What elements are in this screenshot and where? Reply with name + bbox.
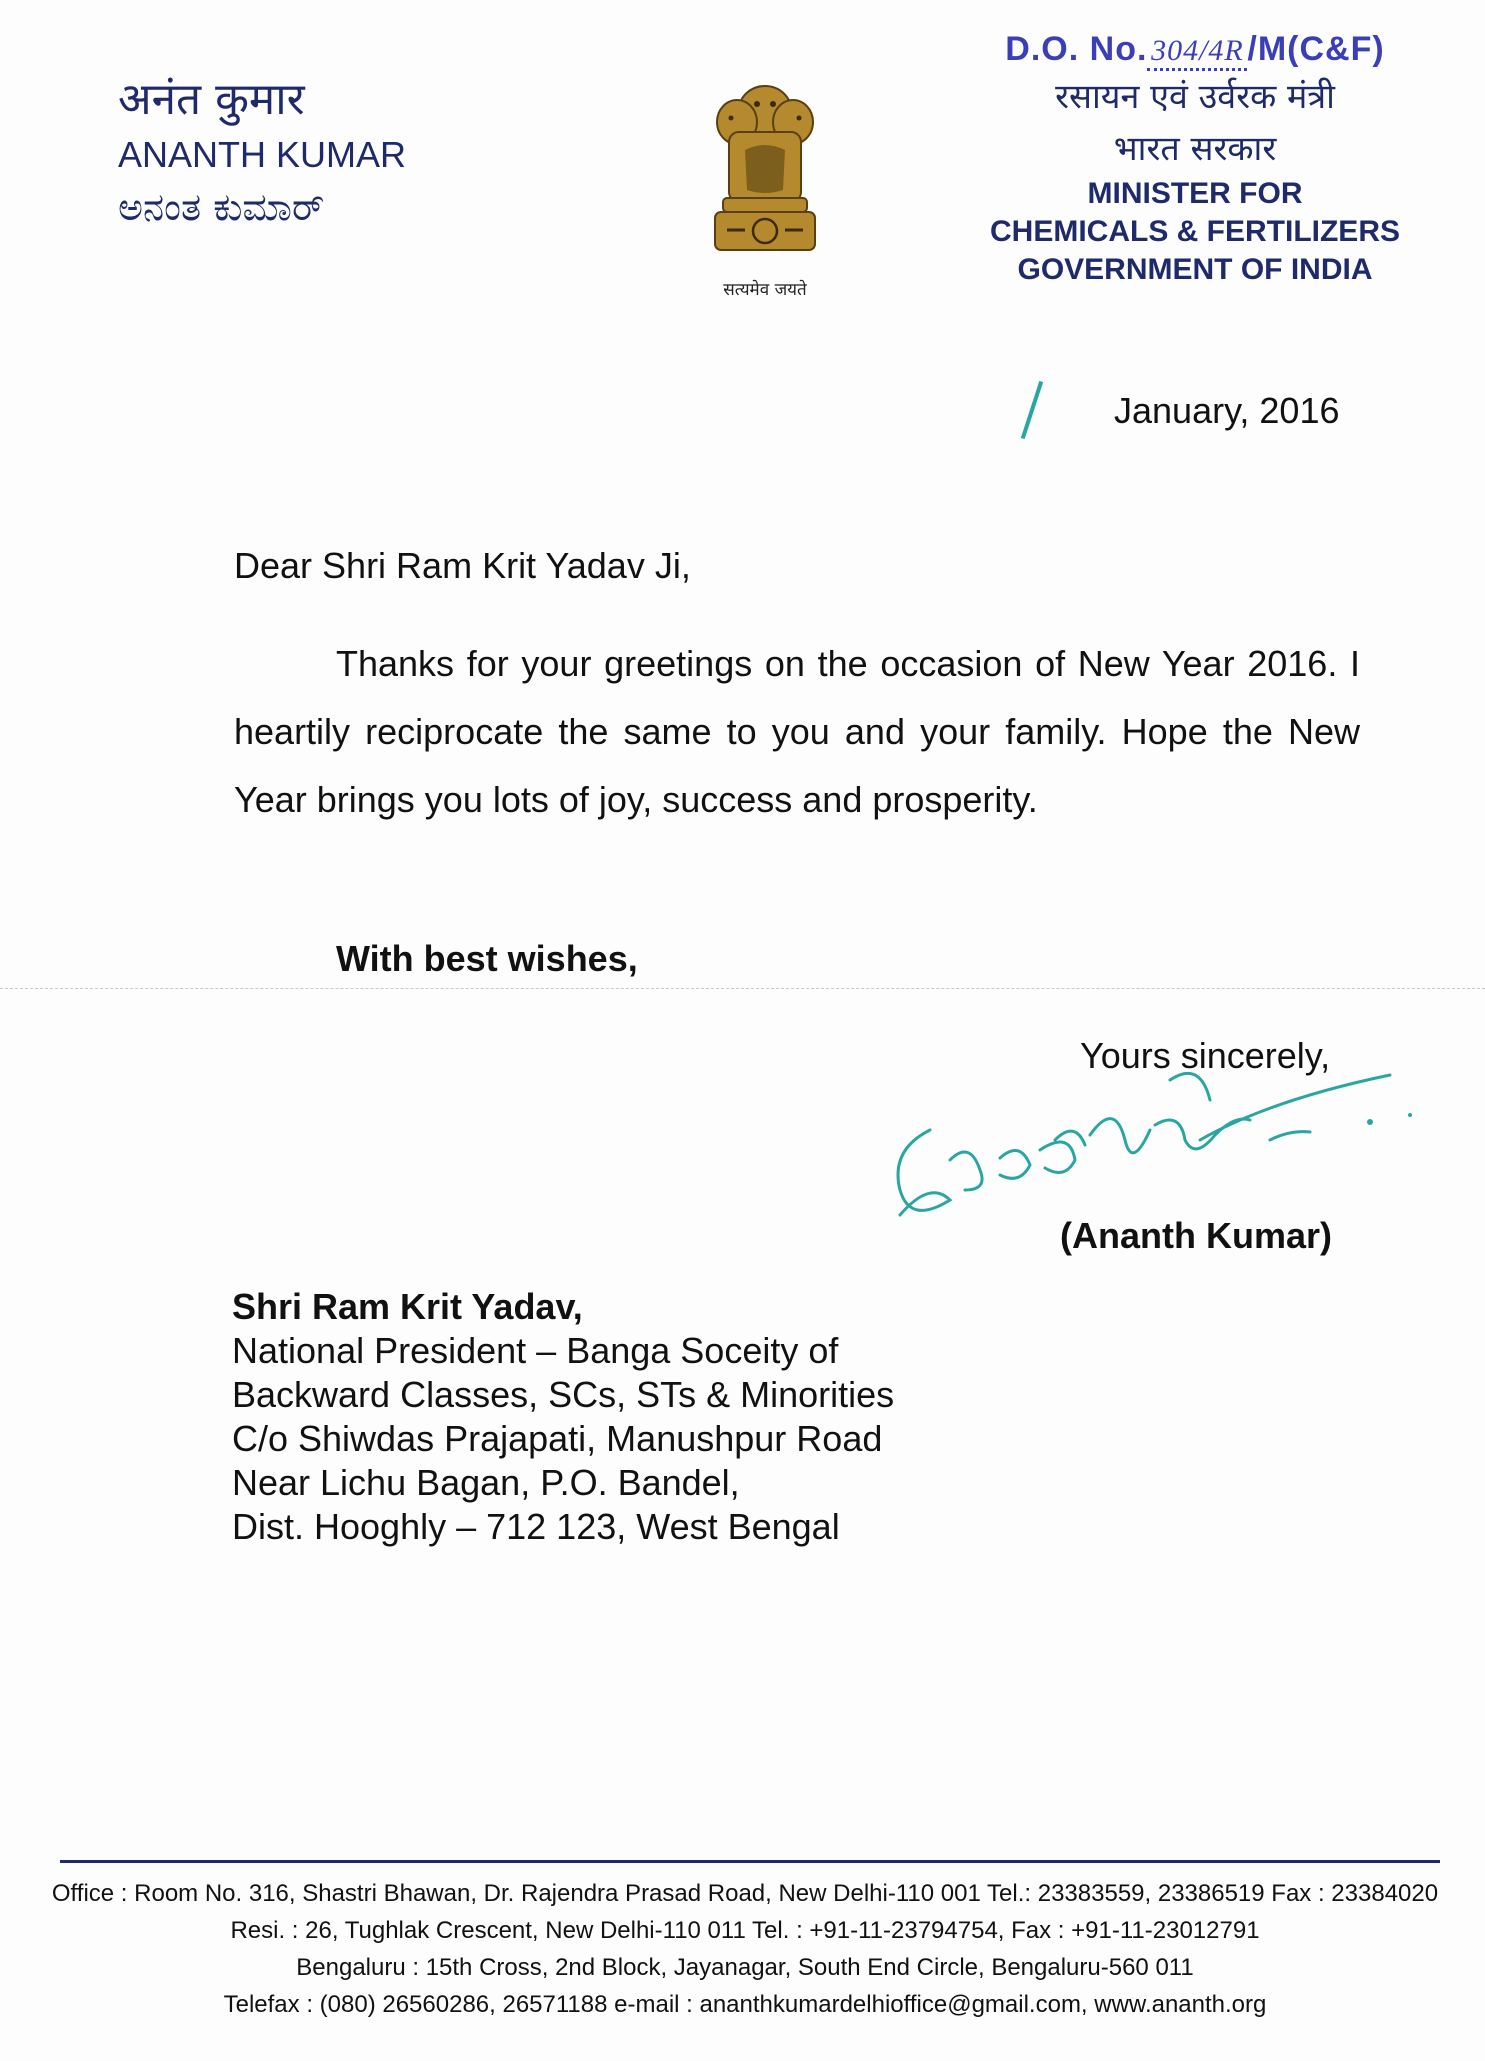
handwritten-signature [870, 1040, 1430, 1240]
emblem-motto: सत्यमेव जयते [723, 280, 807, 300]
recipient-line-1: National President – Banga Soceity of [232, 1330, 839, 1371]
title-english-1: MINISTER FOR [1087, 177, 1303, 210]
title-hindi-1: रसायन एवं उर्वरक मंत्री [1055, 77, 1335, 117]
title-hindi-2: भारत सरकार [1113, 129, 1277, 169]
handwritten-date-mark [1021, 381, 1043, 439]
title-english-3: GOVERNMENT OF INDIA [1017, 253, 1373, 286]
do-suffix: /M(C&F) [1247, 30, 1385, 68]
letter-date: January, 2016 [1114, 390, 1340, 431]
letter-paragraph: Thanks for your greetings on the occasion of New Year 2016. I heartily reciprocate the same to you and your family. Hope the New Year brings you lots of joy, success and prosperity. [234, 643, 1360, 820]
letterhead-name-block [118, 70, 406, 234]
state-emblem [680, 70, 850, 300]
salutation: Dear Shri Ram Krit Yadav Ji, [234, 545, 691, 586]
recipient-line-4: Near Lichu Bagan, P.O. Bandel, [232, 1462, 740, 1503]
name-english: ANANTH KUMAR [118, 134, 407, 175]
do-number-stamp [960, 30, 1430, 71]
do-number: 304/4R [1147, 34, 1247, 71]
letterhead-title-block [960, 30, 1430, 289]
footer-office: Office : Room No. 316, Shastri Bhawan, Dr. Rajendra Prasad Road, New Delhi-110 001 Tel.: 23383559, 23386519 Fax : 23384020 [51, 1880, 1439, 1907]
paper-fold-line [0, 988, 1485, 989]
footer-contact [40, 1875, 1450, 2023]
footer-residence: Resi. : 26, Tughlak Crescent, New Delhi-110 011 Tel. : +91-11-23794754, Fax : +91-11-23012791 [230, 1917, 1260, 1944]
name-kannada: ಅನಂತ ಕುಮಾರ್ [118, 185, 325, 229]
recipient-line-2: Backward Classes, SCs, STs & Minorities [232, 1374, 895, 1415]
title-english-2: CHEMICALS & FERTILIZERS [990, 215, 1400, 248]
recipient-line-5: Dist. Hooghly – 712 123, West Bengal [232, 1506, 840, 1547]
footer-rule [60, 1860, 1440, 1863]
name-hindi: अनंत कुमार [118, 74, 305, 125]
signatory-name: (Ananth Kumar) [1060, 1215, 1332, 1256]
closing-wishes: With best wishes, [336, 938, 638, 979]
footer-telefax: Telefax : (080) 26560286, 26571188 e-mail : ananthkumardelhioffice@gmail.com, www.ananth.org [223, 1991, 1267, 2018]
recipient-address [232, 1285, 894, 1549]
sign-off: Yours sincerely, [1080, 1035, 1331, 1076]
footer-bengaluru: Bengaluru : 15th Cross, 2nd Block, Jayanagar, South End Circle, Bengaluru-560 011 [296, 1954, 1194, 1981]
recipient-line-3: C/o Shiwdas Prajapati, Manushpur Road [232, 1418, 883, 1459]
recipient-name: Shri Ram Krit Yadav, [232, 1286, 583, 1327]
do-prefix: D.O. No. [1005, 30, 1148, 68]
ashoka-lion-emblem-icon [705, 70, 825, 270]
